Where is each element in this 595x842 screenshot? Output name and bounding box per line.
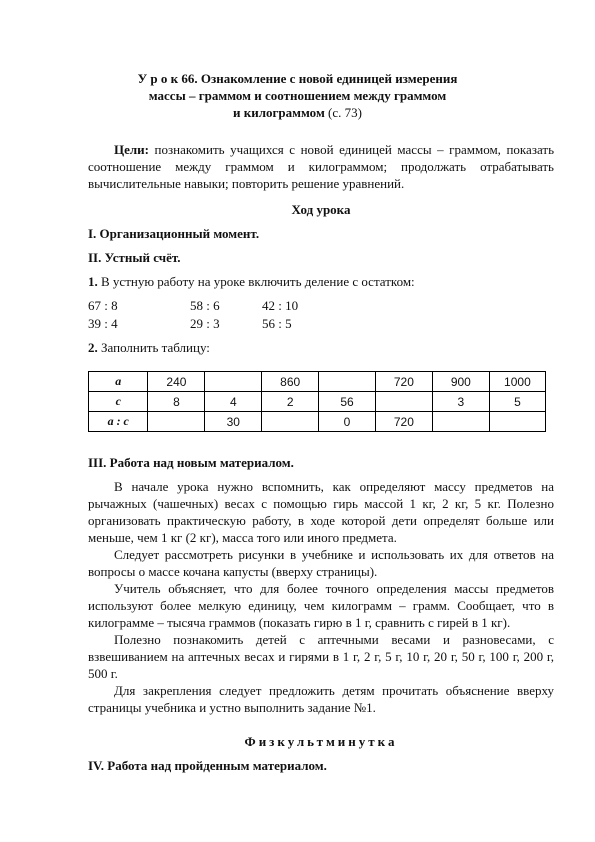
table-cell <box>205 372 262 392</box>
table-cell: 720 <box>375 372 432 392</box>
table-cell: 4 <box>205 392 262 412</box>
table-cell: 3 <box>432 392 489 412</box>
table-row-header: а : с <box>89 412 148 432</box>
title-line-1: У р о к 66. Ознакомление с новой единицей измерения <box>137 71 458 86</box>
table-row <box>89 372 546 392</box>
paragraph: Полезно познакомить детей с аптечными весами и разновесами, с взвешиванием на аптечных весах и гирями в 1 г, 2 г, 5 г, 10 г, 20 г, 50 г, 100 г, 200 г, 500 г. <box>88 632 554 681</box>
title-line-2: массы – граммом и соотношением между граммом <box>148 88 447 103</box>
table-cell <box>489 412 545 432</box>
paragraph: Следует рассмотреть рисунки в учебнике и использовать их для ответов на вопросы о массе кочана капусты (вверху страницы). <box>88 547 554 579</box>
table-cell: 5 <box>489 392 545 412</box>
title-page-ref: (с. 73) <box>324 105 362 120</box>
division-expr: 29 : 3 <box>190 316 220 331</box>
table-row <box>89 392 546 412</box>
lesson-title <box>90 70 505 121</box>
table-cell: 30 <box>205 412 262 432</box>
task-2 <box>88 339 554 356</box>
table-cell: 240 <box>148 372 205 392</box>
task-1-number: 1. <box>88 274 98 289</box>
title-line-3-bold: и килограммом <box>233 105 325 120</box>
course-heading: Ход урока <box>291 202 351 217</box>
task-1 <box>88 273 554 290</box>
goals-text: познакомить учащихся с новой единицей массы – граммом, показать соотношение между граммом и килограммом; продолжать отрабатывать вычислительные навыки; повторить решение уравнений. <box>88 142 554 191</box>
task-1-text: В устную работу на уроке включить деление с остатком: <box>97 274 415 289</box>
division-expr: 56 : 5 <box>262 316 292 331</box>
fizkultminutka-heading: Физкультминутка <box>244 734 398 749</box>
table-cell: 720 <box>375 412 432 432</box>
table-cell <box>262 412 319 432</box>
table-cell <box>148 412 205 432</box>
goals-label: Цели: <box>114 142 149 157</box>
table-cell: 8 <box>148 392 205 412</box>
table-row-header: а <box>89 372 148 392</box>
table-cell: 860 <box>262 372 319 392</box>
division-expr: 67 : 8 <box>88 298 118 313</box>
task-2-number: 2. <box>88 340 98 355</box>
table-cell <box>319 372 376 392</box>
section-2-heading: II. Устный счёт. <box>88 250 181 265</box>
table-row-header: с <box>89 392 148 412</box>
table-cell: 900 <box>432 372 489 392</box>
section-1-heading: I. Организационный момент. <box>88 226 260 241</box>
paragraph: Для закрепления следует предложить детям прочитать объяснение вверху страницы учебника и устно выполнить задание №1. <box>88 683 554 715</box>
table-cell: 56 <box>319 392 376 412</box>
lesson-goals <box>88 141 554 192</box>
division-expr: 42 : 10 <box>262 298 299 313</box>
paragraph: В начале урока нужно вспомнить, как определяют массу предметов на рычажных (чашечных) весах с помощью гирь массой 1 кг, 2 кг, 5 кг. Полезно организовать практическую работу, в ходе которой дети определят больше или меньше, чем 1 кг (2 кг), масса того или иного предмета. <box>88 479 554 545</box>
table-row <box>89 412 546 432</box>
table-cell: 2 <box>262 392 319 412</box>
values-table <box>88 371 546 432</box>
title-line-3 <box>90 104 505 121</box>
section-3-heading: III. Работа над новым материалом. <box>88 455 294 470</box>
table-cell: 0 <box>319 412 376 432</box>
division-expr: 58 : 6 <box>190 298 220 313</box>
table-cell: 1000 <box>489 372 545 392</box>
section-4-heading: IV. Работа над пройденным материалом. <box>88 758 327 773</box>
table-cell <box>432 412 489 432</box>
table-cell <box>375 392 432 412</box>
task-2-text: Заполнить таблицу: <box>97 340 210 355</box>
division-expr: 39 : 4 <box>88 316 118 331</box>
paragraph: Учитель объясняет, что для более точного определения массы предметов используют более мелкую единицу, чем килограмм – грамм. Сообщает, что в килограмме – тысяча граммов (показать гирю в 1 г, сравнить с гирей в 1 кг). <box>88 581 554 630</box>
